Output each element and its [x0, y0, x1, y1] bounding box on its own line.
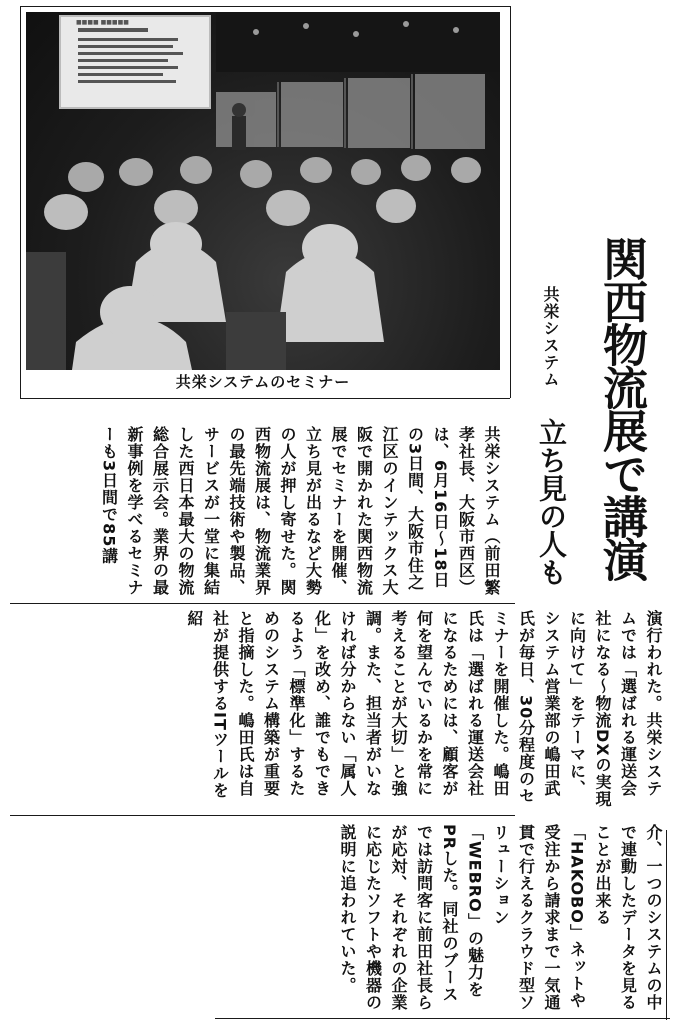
body-column-1 — [14, 426, 504, 596]
seminar-photo-graphic — [26, 12, 500, 370]
photo-box-right-rule — [510, 6, 511, 398]
photo-screen-text: ■■■■ ■■■■■ — [76, 19, 129, 26]
band1-bottom-rule — [10, 603, 515, 604]
bottom-rule — [215, 1018, 670, 1019]
top-rule — [20, 6, 510, 7]
body-text-3: 介、一つのシステムの中で連動したデータを見ることが出来る「HAKOBO」ネットや受注から請求まで一気通貫で行えるクラウド型ソリューション「WEBRO」の魅力をPRした。同社のブースでは訪問客に前田社長らが応対、それぞれの企業に応じたソフトや機器の説明に追われていた。 — [338, 824, 663, 1011]
seminar-photo — [26, 12, 500, 370]
headline: 関西物流展で講演 — [595, 236, 648, 580]
body-text-2: 演行われた。共栄システムでは「選ばれる運送会社になる～物流DXの実現に向けて」をテーマに、システム営業部の嶋田武氏が毎日、30分程度のセミナーを開催した。嶋田氏は「選ばれる運送会社になるためには、顧客が何を望んでいるかを常に考えることが大切」と強調。また、担当者がいなければ分からない「属人化」を改め、誰でもできるよう「標準化」するためのシステム構築が重要と指摘した。嶋田氏は自社が提供するITツールを紹 — [185, 610, 663, 808]
photo-box-bottom-rule — [20, 398, 510, 399]
company-label: 共栄システム — [541, 286, 560, 388]
right-edge-rule — [666, 830, 667, 1020]
photo-caption: 共栄システムのセミナー — [175, 373, 351, 391]
subheadline: 立ち見の人も — [535, 418, 568, 586]
photo-box-left-rule — [20, 6, 21, 398]
body-column-2 — [14, 610, 666, 810]
band2-bottom-rule — [10, 815, 515, 816]
body-column-3 — [226, 824, 666, 1012]
body-text-1: 共栄システム（前田繁孝社長、大阪市西区）は、6月16日～18日の3日間、大阪市住之江区のインテックス大阪で開かれた関西物流展でセミナーを開催、立ち見が出るなど大勢の人が押し寄せた。関西物流展は、物流業界の最先端技術や製品、サービスが一堂に集結した西日本最大の物流総合展示会。業界の最新事例を学べるセミナーも3日間で85講 — [99, 426, 501, 596]
